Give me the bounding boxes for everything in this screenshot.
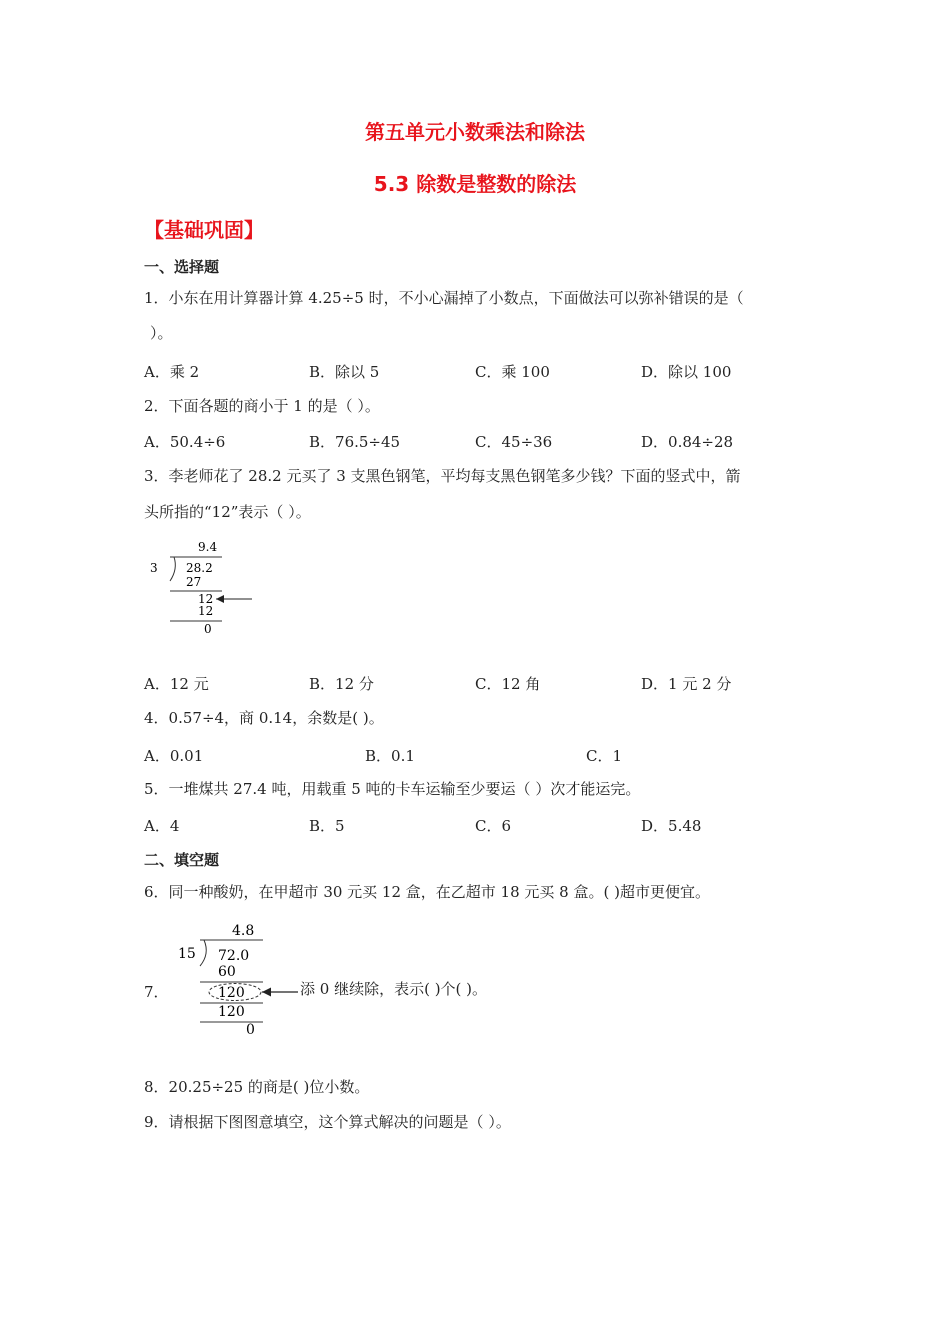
q3-line2: 头所指的“12”表示（ ）。 [144, 503, 311, 521]
q3-line1: 3．李老师花了 28.2 元买了 3 支黑色钢笔，平均每支黑色钢笔多少钱？下面的竖式中，箭 [144, 467, 741, 485]
part1-heading: 一、选择题 [144, 258, 220, 276]
q1-option-a: A．乘 2 [144, 363, 200, 381]
page-title: 第五单元小数乘法和除法 [365, 120, 585, 144]
page-subtitle: 5.3 除数是整数的除法 [373, 172, 577, 196]
q7-step2: 120 [218, 985, 245, 1001]
section-basic: 【基础巩固】 [144, 218, 264, 242]
q2-text: 2．下面各题的商小于 1 的是（ ）。 [144, 397, 380, 415]
q4-option-b: B．0.1 [365, 747, 415, 765]
q3-option-b: B．12 分 [309, 675, 374, 693]
q7-step3: 120 [218, 1004, 245, 1020]
q3-quotient: 9.4 [198, 540, 218, 554]
q3-option-d: D．1 元 2 分 [641, 675, 732, 693]
q3-remainder: 0 [204, 622, 212, 636]
q8-text: 8．20.25÷25 的商是( )位小数。 [144, 1078, 370, 1096]
q1-option-b: B．除以 5 [309, 363, 380, 381]
q3-step3: 12 [198, 604, 214, 618]
q2-option-a: A．50.4÷6 [144, 433, 226, 451]
q3-option-a: A．12 元 [144, 675, 209, 693]
q7-arrow-head [262, 988, 271, 997]
q5-option-a: A．4 [144, 817, 180, 835]
q2-option-b: B．76.5÷45 [309, 433, 401, 451]
q6-text: 6．同一种酸奶，在甲超市 30 元买 12 盒，在乙超市 18 元买 8 盒。( )超市更便宜。 [144, 883, 710, 901]
q1-line1: 1．小东在用计算器计算 4.25÷5 时，不小心漏掉了小数点，下面做法可以弥补错误的是（ [144, 289, 744, 307]
q7-dividend: 72.0 [218, 948, 250, 964]
part2-heading: 二、填空题 [144, 851, 220, 869]
q7-label: 7． [144, 983, 169, 1001]
q7-remainder: 0 [246, 1022, 255, 1038]
q5-option-d: D．5.48 [641, 817, 702, 835]
q1-option-c: C．乘 100 [475, 363, 550, 381]
q7-division-bracket [200, 940, 206, 966]
q7-divisor: 15 [178, 946, 196, 962]
q3-division-bracket [170, 557, 175, 581]
q5-option-c: C．6 [475, 817, 512, 835]
q4-text: 4．0.57÷4，商 0.14，余数是( )。 [144, 709, 384, 727]
q7-text: 添 0 继续除，表示( )个( )。 [300, 980, 488, 998]
q3-arrow-head [216, 595, 224, 603]
q3-divisor: 3 [150, 561, 158, 575]
q5-text: 5．一堆煤共 27.4 吨，用载重 5 吨的卡车运输至少要运（ ）次才能运完。 [144, 780, 641, 798]
q5-option-b: B．5 [309, 817, 345, 835]
q2-option-d: D．0.84÷28 [641, 433, 734, 451]
q3-step2: 12 [198, 592, 214, 606]
q9-text: 9．请根据下图图意填空，这个算式解决的问题是（ ）。 [144, 1113, 511, 1131]
q3-dividend: 28.2 [186, 561, 213, 575]
q1-option-d: D．除以 100 [641, 363, 732, 381]
q7-step1: 60 [218, 964, 236, 980]
q4-option-c: C．1 [586, 747, 623, 765]
q2-option-c: C．45÷36 [475, 433, 553, 451]
q3-division-figure [140, 535, 270, 640]
q1-line2: ）。 [150, 324, 173, 342]
q3-step1: 27 [186, 575, 202, 589]
q7-division-figure [170, 918, 305, 1038]
q4-option-a: A．0.01 [144, 747, 204, 765]
q7-quotient: 4.8 [232, 923, 255, 939]
q3-option-c: C．12 角 [475, 675, 541, 693]
